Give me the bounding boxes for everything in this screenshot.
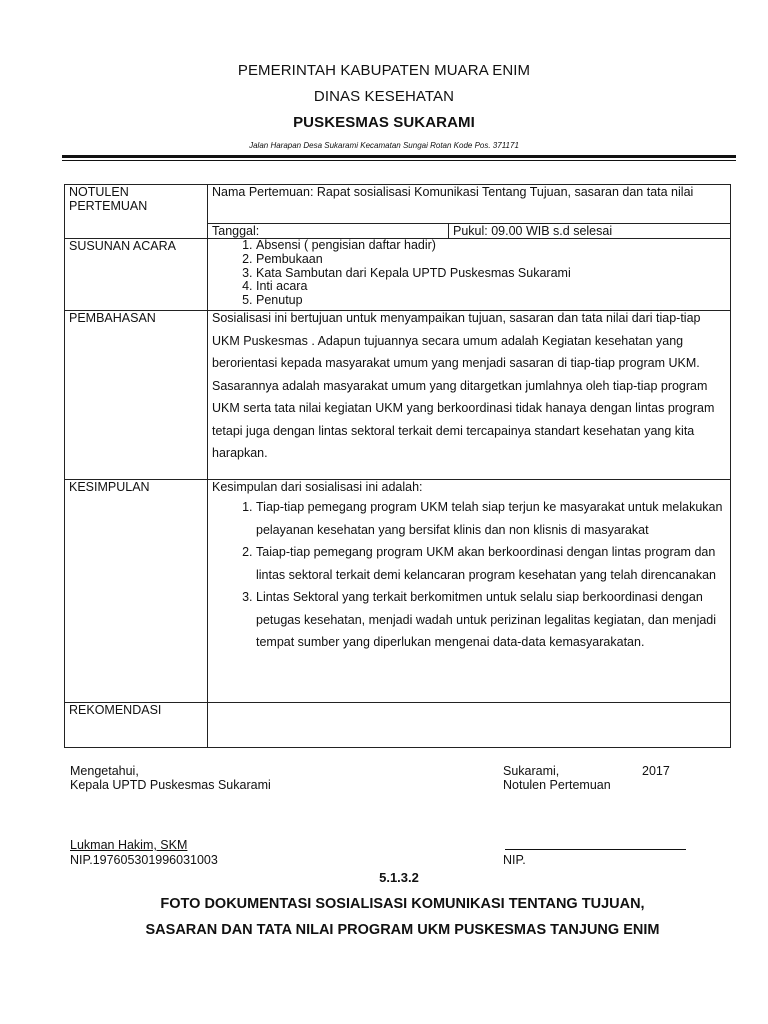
row-recommendation: [65, 703, 731, 748]
meeting-name: Nama Pertemuan: Rapat sosialisasi Komunikasi Tentang Tujuan, sasaran dan tata nilai: [212, 185, 694, 199]
section-title-line1: FOTO DOKUMENTASI SOSIALISASI KOMUNIKASI TENTANG TUJUAN,: [160, 896, 645, 912]
agenda-item: 5. Penutup: [256, 294, 726, 308]
row-agenda: [65, 239, 731, 311]
row-notulen: [65, 185, 731, 224]
section-code: 5.1.3.2: [379, 870, 419, 885]
conclusion-list: [212, 496, 726, 654]
sign-left-title: Kepala UPTD Puskesmas Sukarami: [70, 778, 271, 792]
discussion-label: PEMBAHASAN: [69, 311, 156, 325]
letterhead-rule-thick: [62, 155, 736, 158]
letterhead-department: DINAS KESEHATAN: [313, 88, 455, 105]
agenda-item: 2. Pembukaan: [256, 253, 726, 267]
discussion-cell: [208, 311, 731, 480]
discussion-text: Sosialisasi ini bertujuan untuk menyampaikan tujuan, sasaran dan tata nilai dari tiap-tiap UKM Puskesmas . Adapun tujuannya secara umum adalah Kegiatan kesehatan yang berorientasi kepada masyarakat umum yang menjadi sasaran di tiap-tiap program UKM. Sasarannya adalah masyarakat umum yang ditargetkan jumlahnya oleh tiap-tiap program UKM serta tata nilai kegiatan UKM yang berkoordinasi tidak hanaya dengan lintas program tetapi juga dengan lintas sektoral terkait demi tercapainya standart kesehatan yang kita harapkan.: [212, 311, 715, 460]
signature-line: [505, 849, 686, 850]
row-conclusion: [65, 480, 731, 703]
date-cell: [208, 224, 449, 239]
notulen-table: [64, 184, 731, 748]
agenda-label-cell: [65, 239, 208, 311]
recommendation-label-cell: [65, 703, 208, 748]
letterhead-rule-thin: [62, 160, 736, 161]
section-title-line2: SASARAN DAN TATA NILAI PROGRAM UKM PUSKESMAS TANJUNG ENIM: [145, 922, 660, 938]
notulen-label-cell: [65, 185, 208, 239]
agenda-item: 3. Kata Sambutan dari Kepala UPTD Puskesmas Sukarami: [256, 267, 726, 281]
agenda-label: SUSUNAN ACARA: [69, 239, 176, 253]
letterhead-address: Jalan Harapan Desa Sukarami Kecamatan Sungai Rotan Kode Pos. 371171: [249, 141, 519, 150]
agenda-item: 1. Absensi ( pengisian daftar hadir): [256, 239, 726, 253]
conclusion-item: 1. Tiap-tiap pemegang program UKM telah siap terjun ke masyarakat untuk melakukan pelayanan kesehatan yang bersifat klinis dan non klisnis di masyarakat: [256, 496, 726, 541]
sign-right-nip: NIP.: [503, 853, 526, 867]
sign-right-place: Sukarami,: [503, 764, 560, 778]
conclusion-item: 3. Lintas Sektoral yang terkait berkomitmen untuk selalu siap berkoordinasi dengan petugas kesehatan, menjadi wadah untuk perizinan legalitas kegiatan, dan menjadi tempat sumber yang diperlukan mengenai data-data kemasyarakatan.: [256, 586, 726, 654]
letterhead-puskesmas: PUSKESMAS SUKARAMI: [293, 114, 475, 131]
agenda-cell: [208, 239, 731, 311]
sign-left-nip: NIP.197605301996031003: [70, 853, 218, 867]
agenda-list: [212, 239, 726, 308]
date-label: Tanggal:: [212, 224, 260, 238]
conclusion-cell: [208, 480, 731, 703]
sign-left-known: Mengetahui,: [70, 764, 139, 778]
time-label: Pukul: 09.00 WIB s.d selesai: [453, 224, 613, 238]
letterhead-government: PEMERINTAH KABUPATEN MUARA ENIM: [237, 62, 531, 79]
recommendation-cell: [208, 703, 731, 748]
time-cell: [449, 224, 731, 239]
recommendation-label: REKOMENDASI: [69, 703, 162, 717]
agenda-item: 4. Inti acara: [256, 280, 726, 294]
sign-right-year: 2017: [642, 764, 670, 778]
sign-right-title: Notulen Pertemuan: [503, 778, 611, 792]
meeting-name-cell: [208, 185, 731, 224]
conclusion-intro: Kesimpulan dari sosialisasi ini adalah:: [212, 480, 423, 494]
sign-left-name: Lukman Hakim, SKM: [70, 838, 188, 852]
row-discussion: [65, 311, 731, 480]
notulen-label: NOTULEN PERTEMUAN: [69, 185, 148, 213]
conclusion-label-cell: [65, 480, 208, 703]
conclusion-item: 2. Taiap-tiap pemegang program UKM akan berkoordinasi dengan lintas program dan lintas sektoral terkait demi kelancaran program kesehatan yang telah direncanakan: [256, 541, 726, 586]
conclusion-label: KESIMPULAN: [69, 480, 150, 494]
discussion-label-cell: [65, 311, 208, 480]
